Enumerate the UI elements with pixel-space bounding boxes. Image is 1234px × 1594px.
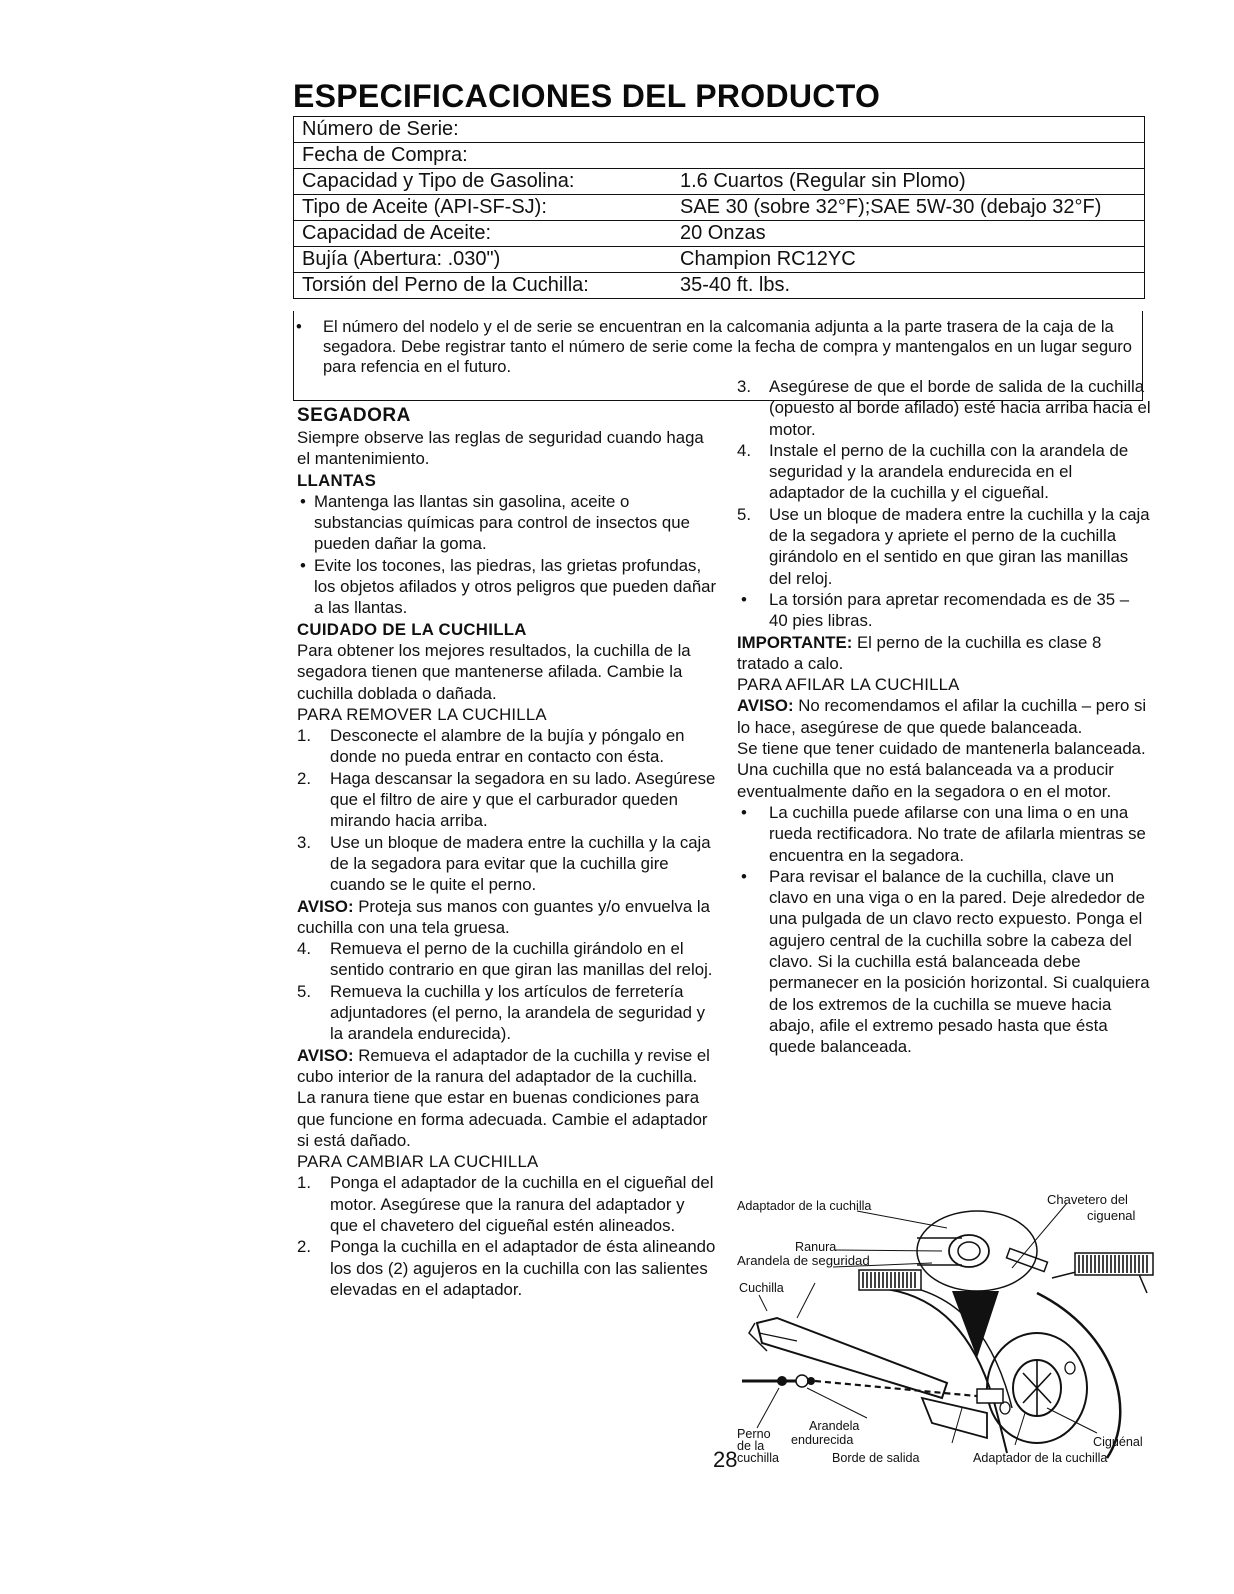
aviso-paragraph [297, 1045, 717, 1151]
page-title: ESPECIFICACIONES DEL PRODUCTO [293, 78, 881, 114]
aviso-text: No recomendamos el afilar la cuchilla – pero si lo hace, asegúrese de que quede balanceada. [737, 696, 1147, 737]
label-chavetero-2: ciguenal [1087, 1208, 1136, 1223]
step-text: Instale el perno de la cuchilla con la arandela de seguridad y la arandela endurecida en el adaptador de la cuchilla y el cigueñal. [769, 440, 1129, 503]
step-text: Ponga la cuchilla en el adaptador de ésta alineando los dos (2) agujeros en la cuchilla con las salientes elevadas en el adaptador. [330, 1237, 716, 1299]
bullet-glyph: • [741, 866, 747, 886]
serial-note-text: El número del nodelo y el de serie se encuentran en la calcomania adjunta a la parte trasera de la caja de la segadora. Debe registrar tanto el número de serie come la fecha de compra y mantengalos en un lugar seguro para refencia en el futuro. [323, 318, 1132, 376]
label-ciguenal: Ciguénal [1093, 1435, 1143, 1449]
specs-table [293, 116, 1145, 299]
list-item [297, 555, 717, 619]
spec-value [672, 117, 1145, 143]
spec-value: 35-40 ft. lbs. [672, 273, 1145, 299]
list-item [297, 981, 717, 1045]
label-arandela-endurecida-2: endurecida [791, 1433, 854, 1447]
blade-assembly-illustration [737, 1183, 1157, 1473]
balance-text: Se tiene que tener cuidado de mantenerla balanceada. Una cuchilla que no está balanceada va a producir eventualmente daño en la segadora o en el motor. [737, 739, 1146, 801]
spec-row [294, 169, 1145, 195]
list-item [297, 725, 717, 768]
cambiar-steps-left [297, 1172, 717, 1300]
label-perno-1: Perno [737, 1427, 771, 1441]
step-text: Desconecte el alambre de la bujía y póngalo en donde no pueda entrar en contacto con ésta. [330, 726, 685, 767]
importante-label: IMPORTANTE: [737, 632, 853, 652]
spec-row [294, 195, 1145, 221]
step-number: 3. [737, 377, 751, 396]
aviso-paragraph [297, 896, 717, 939]
step-number: 2. [297, 1237, 311, 1257]
step-text: Remueva el perno de la cuchilla girándolo en el sentido contrario en que giran las manillas del reloj. [330, 939, 713, 980]
spec-value: SAE 30 (sobre 32°F);SAE 5W-30 (debajo 32°F) [672, 195, 1145, 221]
list-item [297, 1236, 717, 1300]
blade-assembly-diagram [737, 1183, 1157, 1473]
afilar-list [737, 802, 1151, 1058]
spec-label: Número de Serie: [294, 117, 673, 143]
left-column [297, 405, 717, 1300]
spec-row [294, 117, 1145, 143]
step-number: 5. [297, 981, 311, 1001]
torsion-list [737, 589, 1151, 632]
list-item-text: Evite los tocones, las piedras, las grietas profundas, los objetos afilados y otros peligros que pueden dañar a las llantas. [314, 555, 717, 618]
step-text: Use un bloque de madera entre la cuchilla y la caja de la segadora y apriete el perno de la cuchilla girándolo en el sentido en que giran las manillas del reloj. [769, 504, 1150, 588]
spec-value: 20 Onzas [672, 221, 1145, 247]
list-item [297, 491, 717, 555]
step-number: 1. [297, 726, 311, 746]
list-item [297, 938, 717, 981]
list-item [737, 589, 1151, 632]
step-number: 4. [297, 939, 311, 959]
spec-value [672, 143, 1145, 169]
step-text: Use un bloque de madera entre la cuchilla y la caja de la segadora para evitar que la cuchilla gire cuando se le quite el perno. [330, 832, 711, 895]
spec-label: Bujía (Abertura: .030") [294, 247, 673, 273]
spec-row [294, 273, 1145, 299]
section-heading-remover: PARA REMOVER LA CUCHILLA [297, 704, 547, 724]
spec-value: 1.6 Cuartos (Regular sin Plomo) [672, 169, 1145, 195]
step-text: Ponga el adaptador de la cuchilla en el cigueñal del motor. Asegúrese que la ranura del adaptador y que el chavetero del cigueñal estén alineados. [330, 1173, 714, 1235]
label-ranura: Ranura [795, 1240, 837, 1254]
list-item-text: La cuchilla puede afilarse con una lima o en una rueda rectificadora. No trate de afilarla mientras se encuentra en la segadora. [769, 802, 1146, 865]
list-item [737, 376, 1151, 440]
section-heading-segadora: SEGADORA [297, 405, 411, 426]
label-chavetero: Chavetero del [1047, 1192, 1128, 1207]
step-number: 4. [737, 440, 751, 460]
bullet-glyph: • [741, 589, 747, 609]
label-perno-3: cuchilla [737, 1451, 779, 1465]
step-text: Haga descansar la segadora en su lado. Asegúrese que el filtro de aire y que el carburador queden mirando hacia arriba. [330, 768, 716, 831]
list-item [737, 802, 1151, 866]
spec-value: Champion RC12YC [672, 247, 1145, 273]
aviso-label: AVISO: [297, 896, 354, 916]
aviso-text: Remueva el adaptador de la cuchilla y revise el cubo interior de la ranura del adaptador de la cuchilla. La ranura tiene que estar en buenas condiciones para que funcione en forma adecuada. Cambie el adaptador si está dañado. [297, 1045, 710, 1150]
label-arandela-endurecida-1: Arandela [809, 1419, 860, 1433]
step-number: 3. [297, 832, 311, 852]
spec-label: Capacidad de Aceite: [294, 221, 673, 247]
right-column [737, 376, 1151, 1058]
step-text: Remueva la cuchilla y los artículos de ferretería adjuntadores (el perno, la arandela de seguridad y la arandela endurecida). [330, 981, 706, 1044]
segadora-intro: Siempre observe las reglas de seguridad cuando haga el mantenimiento. [297, 428, 704, 469]
list-item [297, 768, 717, 832]
spec-row [294, 143, 1145, 169]
spec-row [294, 221, 1145, 247]
step-number: 1. [297, 1173, 311, 1193]
section-heading-cuidado: CUIDADO DE LA CUCHILLA [297, 619, 527, 639]
aviso-paragraph [737, 695, 1151, 738]
list-item [737, 504, 1151, 589]
bullet-glyph: • [300, 491, 306, 511]
spec-label: Capacidad y Tipo de Gasolina: [294, 169, 673, 195]
list-item [297, 832, 717, 896]
bullet-glyph: • [296, 318, 302, 336]
spec-label: Tipo de Aceite (API-SF-SJ): [294, 195, 673, 221]
spec-row [294, 247, 1145, 273]
aviso-label: AVISO: [737, 696, 794, 716]
importante-text: El perno de la cuchilla es clase 8 tratado a calo. [737, 632, 1102, 673]
aviso-label: AVISO: [297, 1045, 354, 1065]
grille-left [859, 1270, 921, 1290]
aviso-text: Proteja sus manos con guantes y/o envuelva la cuchilla con una tela gruesa. [297, 896, 710, 937]
list-item [737, 440, 1151, 504]
label-perno-2: de la [737, 1439, 765, 1453]
list-item [737, 866, 1151, 1058]
section-heading-llantas: LLANTAS [297, 470, 377, 490]
step-number: 5. [737, 504, 751, 524]
page-number: 28 [713, 1447, 738, 1472]
list-item-text: Para revisar el balance de la cuchilla, clave un clavo en una viga o en la pared. Deje alrededor de una pulgada de un clavo recto expuesto. Ponga el agujero central de la cuchilla sobre la cabeza del clavo. Si la cuchilla está balanceada debe permanecer en la posición horizontal. Si cualquiera de los extremos de la cuchilla se mueve hacia abajo, afile el extremo pesado hasta que ésta quede balanceada. [769, 866, 1150, 1057]
label-borde-salida: Borde de salida [832, 1451, 920, 1465]
remover-steps-b [297, 938, 717, 1044]
list-item [297, 1172, 717, 1236]
step-number: 2. [297, 768, 311, 788]
remover-steps-a [297, 725, 717, 895]
section-heading-cambiar: PARA CAMBIAR LA CUCHILLA [297, 1152, 539, 1172]
llantas-list [297, 491, 717, 619]
section-heading-afilar: PARA AFILAR LA CUCHILLA [737, 675, 960, 695]
label-cuchilla: Cuchilla [739, 1281, 784, 1295]
bullet-glyph: • [741, 802, 747, 822]
cambiar-steps-right [737, 376, 1151, 589]
spec-label: Torsión del Perno de la Cuchilla: [294, 273, 673, 299]
label-adaptador-top: Adaptador de la cuchilla [737, 1199, 872, 1213]
bullet-glyph: • [300, 555, 306, 575]
label-arandela-seguridad: Arandela de seguridad [737, 1253, 870, 1268]
label-adaptador-bottom: Adaptador de la cuchilla [973, 1451, 1108, 1465]
spec-label: Fecha de Compra: [294, 143, 673, 169]
grille-right [1075, 1253, 1153, 1275]
importante-paragraph [737, 632, 1151, 675]
list-item-text: La torsión para apretar recomendada es de 35 – 40 pies libras. [769, 589, 1130, 631]
step-text: Asegúrese de que el borde de salida de la cuchilla (opuesto al borde afilado) esté hacia arriba hacia el motor. [769, 377, 1151, 439]
cuidado-text: Para obtener los mejores resultados, la cuchilla de la segadora tienen que mantenerse afilada. Cambie la cuchilla doblada o dañada. [297, 640, 691, 703]
list-item-text: Mantenga las llantas sin gasolina, aceite o substancias químicas para control de insectos que pueden dañar la goma. [314, 491, 690, 554]
